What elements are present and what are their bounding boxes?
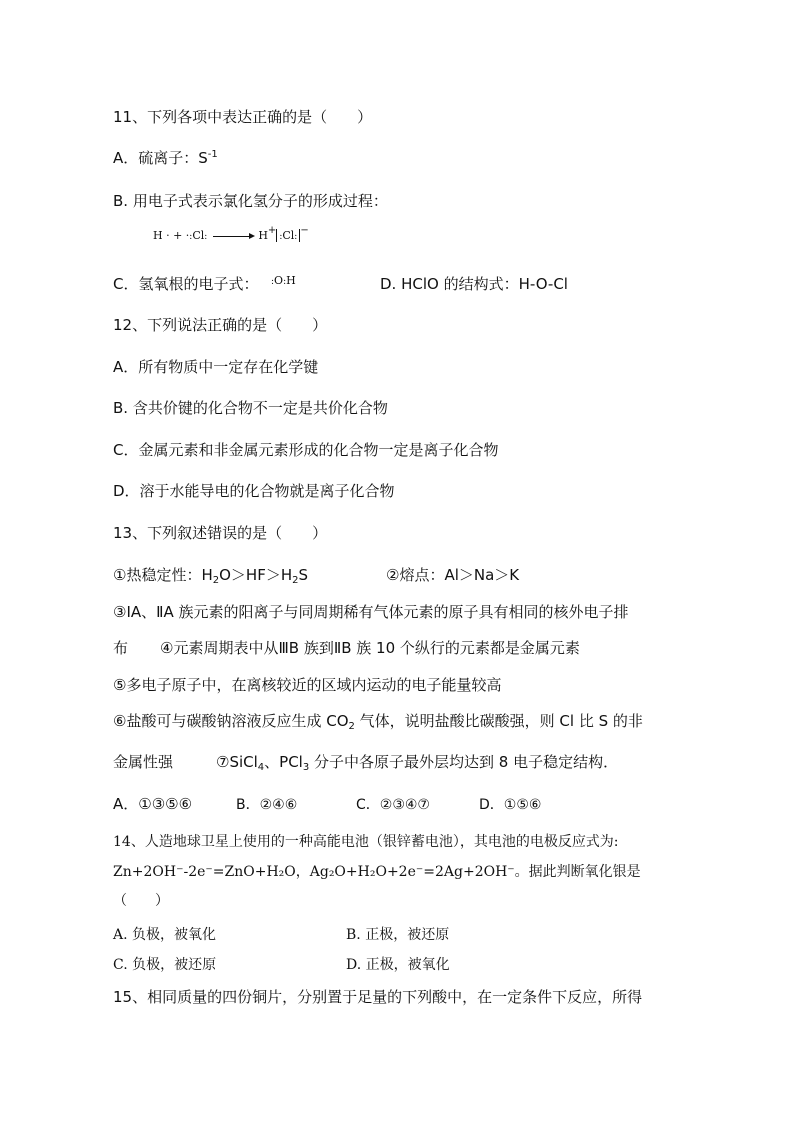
q13-s1-sub2: 2 xyxy=(292,575,299,586)
hcl-formation-diagram: H · + ·:Cl: H+:Cl:− xyxy=(153,225,309,242)
q13-option-d: D．①⑤⑥ xyxy=(479,797,542,813)
q11-stem: 11、下列各项中表达正确的是（ ） xyxy=(113,108,373,126)
q11-option-a xyxy=(113,148,218,168)
q13-s6-suffix: 气体，说明盐酸比碳酸强，则 Cl 比 S 的非 xyxy=(354,712,643,730)
q13-s1-end: S xyxy=(298,566,309,584)
q11-option-d: D. HClO 的结构式：H-O-Cl xyxy=(380,275,568,293)
q13-s1-sub1: 2 xyxy=(212,575,220,586)
q13-s7-sub2: 3 xyxy=(302,762,310,773)
q12-option-b: B. 含共价键的化合物不一定是共价化合物 xyxy=(113,399,388,417)
chloride-bracket: :Cl: xyxy=(276,229,300,242)
reaction-arrow-icon xyxy=(213,236,253,237)
hydroxide-electron-diagram: :O:H xyxy=(271,274,296,287)
q13-s7-prefix: ⑦SiCl xyxy=(216,753,258,771)
q11-option-a-charge: -1 xyxy=(207,149,218,160)
q11-option-b: B. 用电子式表示氯化氢分子的形成过程： xyxy=(113,192,388,210)
q14-stem: 14、人造地球卫星上使用的一种高能电池（银锌蓄电池），其电池的电极反应式为: xyxy=(113,834,619,850)
q11-option-c: C．氢氧根的电子式： xyxy=(113,275,259,293)
hcl-diagram-charge-minus: − xyxy=(300,225,309,236)
q13-statement-6-line2: 金属性强 xyxy=(113,753,174,771)
q12-option-a: A．所有物质中一定存在化学键 xyxy=(113,358,319,376)
q13-s7-suffix: 分子中各原子最外层均达到 8 电子稳定结构． xyxy=(309,753,619,771)
q13-statement-3-line1: ③ⅠA、ⅡA 族元素的阳离子与同周期稀有气体元素的原子具有相同的核外电子排 xyxy=(113,603,629,621)
q13-s1-mid: O＞HF＞H xyxy=(219,566,293,584)
q13-option-c: C．②③④⑦ xyxy=(356,797,430,813)
q13-stem: 13、下列叙述错误的是（ ） xyxy=(113,524,328,542)
q13-statement-1 xyxy=(113,565,308,585)
q13-s1-prefix: ①热稳定性：H xyxy=(113,566,213,584)
q13-option-a: A．①③⑤⑥ xyxy=(113,795,193,813)
q13-s6-sub: 2 xyxy=(348,721,355,732)
hydroxide-o: O xyxy=(274,274,284,287)
q13-s7-mid: 、PCl xyxy=(264,753,303,771)
q13-s6-prefix: ⑥盐酸可与碳酸钠溶液反应生成 CO xyxy=(113,712,349,730)
q13-statement-3-line2: 布 xyxy=(113,639,129,657)
q12-stem: 12、下列说法正确的是（ ） xyxy=(113,316,328,334)
q14-option-b: B. 正极，被还原 xyxy=(346,927,450,943)
q14-equations: Zn+2OH⁻-2e⁻=ZnO+H₂O，Ag₂O+H₂O+2e⁻=2Ag+2OH⁻。据此判断氧化银是 xyxy=(113,864,641,880)
hcl-diagram-charge-plus: + xyxy=(267,225,277,236)
hcl-diagram-cl2: Cl xyxy=(282,229,295,242)
hcl-diagram-cl: Cl xyxy=(192,229,205,242)
hcl-diagram-left: H · + · xyxy=(153,229,190,242)
q15-stem: 15、相同质量的四份铜片，分别置于足量的下列酸中，在一定条件下反应，所得 xyxy=(113,988,643,1006)
q13-statement-5: ⑤多电子原子中，在离核较近的区域内运动的电子能量较高 xyxy=(113,676,502,694)
q13-statement-2: ②熔点：Al＞Na＞K xyxy=(386,566,520,584)
q11-option-a-text: A．硫离子：S xyxy=(113,149,208,167)
q12-option-c: C．金属元素和非金属元素形成的化合物一定是离子化合物 xyxy=(113,441,499,459)
hydroxide-h: H xyxy=(286,274,296,287)
q14-option-c: C. 负极，被还原 xyxy=(113,957,217,973)
q14-answer-paren: （ ） xyxy=(113,893,169,909)
q12-option-d: D．溶于水能导电的化合物就是离子化合物 xyxy=(113,482,395,500)
q14-option-d: D. 正极，被氧化 xyxy=(346,957,450,973)
q13-statement-6-line1 xyxy=(113,711,643,731)
q13-statement-7 xyxy=(216,752,618,772)
hcl-diagram-hplus: H xyxy=(258,229,268,242)
q13-s7-sub1: 4 xyxy=(257,762,265,773)
q13-statement-4: ④元素周期表中从ⅢB 族到ⅡB 族 10 个纵行的元素都是金属元素 xyxy=(160,639,580,657)
q14-option-a: A. 负极，被氧化 xyxy=(113,927,217,943)
q13-option-b: B．②④⑥ xyxy=(236,797,298,813)
